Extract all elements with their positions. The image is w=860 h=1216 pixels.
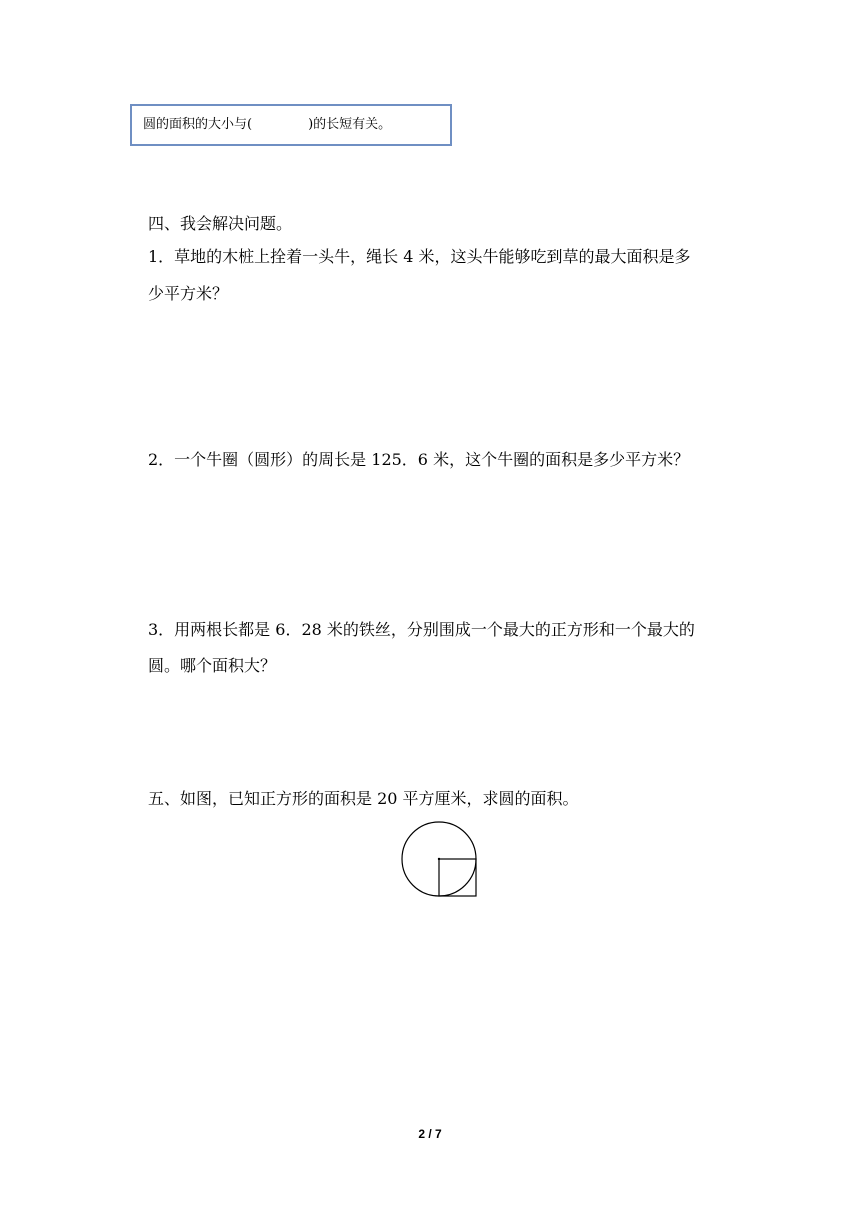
note-text-before: 圆的面积的大小与( xyxy=(143,117,253,132)
section-four-heading: 四、我会解决问题。 xyxy=(148,214,293,233)
circle-square-figure xyxy=(398,818,482,902)
question-one-line-two: 少平方米？ xyxy=(148,284,229,303)
question-two-line-one: 2．一个牛圈（圆形）的周长是 125．6 米，这个牛圈的面积是多少平方米？ xyxy=(148,450,690,469)
section-five-heading: 五、如图，已知正方形的面积是 20 平方厘米，求圆的面积。 xyxy=(148,789,579,808)
question-three-line-two: 圆。哪个面积大？ xyxy=(148,656,277,675)
question-three-line-one: 3．用两根长都是 6．28 米的铁丝，分别围成一个最大的正方形和一个最大的 xyxy=(148,620,695,639)
note-text-after: )的长短有关。 xyxy=(308,117,392,132)
figure-center-point xyxy=(438,858,440,860)
page-number: 2 / 7 xyxy=(418,1127,442,1141)
fill-in-note-box xyxy=(130,104,452,146)
question-one-line-one: 1．草地的木桩上拴着一头牛，绳长 4 米，这头牛能够吃到草的最大面积是多 xyxy=(148,247,691,266)
